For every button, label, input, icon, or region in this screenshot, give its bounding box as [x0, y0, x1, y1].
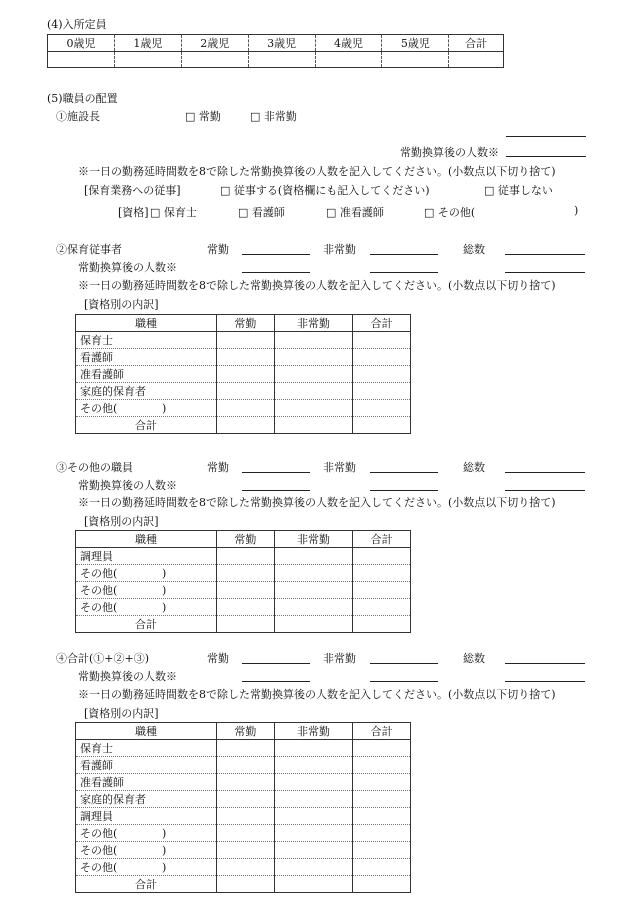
cell[interactable]	[353, 740, 411, 757]
total-label: 総数	[463, 243, 485, 256]
cell[interactable]	[274, 332, 352, 349]
cell[interactable]	[217, 616, 275, 633]
cell[interactable]	[217, 400, 275, 417]
cell[interactable]	[353, 332, 411, 349]
other-table	[75, 530, 411, 633]
cell[interactable]	[353, 582, 411, 599]
nursery-part-field[interactable]	[370, 254, 438, 255]
cell[interactable]	[353, 599, 411, 616]
sum-table	[75, 722, 411, 893]
cell[interactable]	[217, 757, 275, 774]
other-full-field[interactable]	[242, 472, 310, 473]
checkbox-icon[interactable]: □	[250, 110, 261, 123]
cell[interactable]	[274, 876, 352, 893]
part-label: 非常勤	[323, 243, 356, 256]
row-label: 調理員	[76, 548, 217, 565]
cell[interactable]	[274, 383, 352, 400]
cell[interactable]	[353, 774, 411, 791]
row-label: 家庭的保育者	[76, 383, 217, 400]
col-header: 常勤	[217, 531, 275, 548]
option-label: 保育士	[163, 206, 197, 219]
checkbox-icon[interactable]: □	[150, 206, 161, 219]
cell[interactable]	[353, 791, 411, 808]
other-label: ③その他の職員	[56, 461, 133, 474]
col-header: 非常勤	[274, 315, 352, 332]
sum-full-field[interactable]	[242, 663, 310, 664]
cell[interactable]	[217, 740, 275, 757]
staff-heading: (5)職員の配置	[47, 92, 118, 105]
col-header: 常勤	[217, 723, 275, 740]
part-label: 非常勤	[323, 461, 356, 474]
cell[interactable]	[274, 417, 352, 434]
cell[interactable]	[274, 366, 352, 383]
part-label: 非常勤	[323, 652, 356, 665]
cell[interactable]	[217, 876, 275, 893]
cell[interactable]	[353, 417, 411, 434]
col-header: 常勤	[217, 315, 275, 332]
cell[interactable]	[217, 791, 275, 808]
row-label: 准看護師	[76, 366, 217, 383]
cell[interactable]	[274, 400, 352, 417]
cell[interactable]	[353, 349, 411, 366]
breakdown-label: [資格別の内訳]	[84, 707, 159, 720]
cell[interactable]	[353, 757, 411, 774]
col-header: 合計	[353, 315, 411, 332]
cell[interactable]	[353, 565, 411, 582]
breakdown-label: [資格別の内訳]	[84, 515, 159, 528]
cell[interactable]	[353, 400, 411, 417]
converted-label: 常勤換算後の人数※	[78, 261, 177, 274]
director-note: ※一日の勤務延時間数を8で除した常勤換算後の人数を記入してください。(小数点以下切り捨て)	[78, 165, 556, 178]
cell[interactable]	[217, 825, 275, 842]
capacity-cell[interactable]	[449, 52, 504, 68]
nursery-total-field[interactable]	[505, 254, 585, 255]
cell[interactable]	[217, 565, 275, 582]
qual-other-option[interactable]	[424, 204, 475, 220]
full-label: 常勤	[207, 243, 229, 256]
nursery-conv-part[interactable]	[370, 272, 438, 273]
cell[interactable]	[217, 842, 275, 859]
cell[interactable]	[274, 842, 352, 859]
cell[interactable]	[274, 740, 352, 757]
cell[interactable]	[217, 548, 275, 565]
row-label: その他( )	[76, 842, 217, 859]
sum-note: ※一日の勤務延時間数を8で除した常勤換算後の人数を記入してください。(小数点以下切り捨て)	[78, 688, 556, 701]
cell[interactable]	[274, 859, 352, 876]
row-label: 保育士	[76, 740, 217, 757]
col-header: 職種	[76, 531, 217, 548]
row-label: その他( )	[76, 400, 217, 417]
age-header: 3歳児	[248, 35, 315, 52]
nursery-conv-total[interactable]	[505, 272, 585, 273]
cell[interactable]	[274, 757, 352, 774]
checkbox-icon[interactable]: □	[220, 184, 231, 197]
nursery-full-field[interactable]	[242, 254, 310, 255]
sum-conv-part[interactable]	[370, 681, 438, 682]
capacity-heading: (4)入所定員	[47, 18, 107, 31]
age-header: 2歳児	[181, 35, 248, 52]
row-label: その他( )	[76, 599, 217, 616]
cell[interactable]	[274, 774, 352, 791]
row-label: 看護師	[76, 349, 217, 366]
other-note: ※一日の勤務延時間数を8で除した常勤換算後の人数を記入してください。(小数点以下切り捨て)	[78, 496, 556, 509]
qual-other-close: )	[574, 204, 579, 217]
other-conv-full[interactable]	[242, 490, 310, 491]
converted-label: 常勤換算後の人数※	[78, 670, 177, 683]
option-label: 准看護師	[339, 206, 384, 219]
cell[interactable]	[353, 616, 411, 633]
sum-total-field[interactable]	[505, 663, 585, 664]
capacity-cell[interactable]	[181, 52, 248, 68]
age-header: 5歳児	[382, 35, 449, 52]
checkbox-icon[interactable]: □	[424, 206, 435, 219]
cell[interactable]	[353, 859, 411, 876]
total-row-label: 合計	[76, 876, 217, 893]
other-total-field[interactable]	[505, 472, 585, 473]
director-fulltime-option[interactable]	[185, 108, 221, 124]
col-header: 非常勤	[274, 723, 352, 740]
cell[interactable]	[274, 565, 352, 582]
row-label: 保育士	[76, 332, 217, 349]
age-header: 合計	[449, 35, 504, 52]
qual-assoc-nurse-option[interactable]	[326, 204, 384, 220]
cell[interactable]	[274, 791, 352, 808]
director-parttime-option[interactable]	[250, 108, 297, 124]
duty-yes-option[interactable]	[220, 182, 430, 198]
cell[interactable]	[353, 808, 411, 825]
total-row-label: 合計	[76, 616, 217, 633]
cell[interactable]	[217, 417, 275, 434]
cell[interactable]	[274, 616, 352, 633]
capacity-cell[interactable]	[315, 52, 382, 68]
duty-no-option[interactable]	[484, 182, 553, 198]
col-header: 合計	[353, 723, 411, 740]
total-row-label: 合計	[76, 417, 217, 434]
option-label: 従事する(資格欄にも記入してください)	[233, 184, 430, 197]
row-label: その他( )	[76, 565, 217, 582]
row-label: その他( )	[76, 859, 217, 876]
full-label: 常勤	[207, 461, 229, 474]
checkbox-icon[interactable]: □	[238, 206, 249, 219]
cell[interactable]	[217, 332, 275, 349]
cell[interactable]	[274, 808, 352, 825]
capacity-cell[interactable]	[114, 52, 181, 68]
row-label: 看護師	[76, 757, 217, 774]
option-label: その他(	[437, 206, 476, 219]
total-label: 総数	[463, 461, 485, 474]
cell[interactable]	[217, 366, 275, 383]
cell[interactable]	[217, 859, 275, 876]
row-label: その他( )	[76, 582, 217, 599]
age-header: 1歳児	[114, 35, 181, 52]
option-label: 常勤	[198, 110, 221, 123]
cell[interactable]	[217, 349, 275, 366]
other-conv-part[interactable]	[370, 490, 438, 491]
age-header: 4歳児	[315, 35, 382, 52]
breakdown-label: [資格別の内訳]	[84, 298, 159, 311]
qual-nurse-option[interactable]	[238, 204, 285, 220]
capacity-cell[interactable]	[248, 52, 315, 68]
director-converted-field[interactable]	[506, 156, 586, 157]
total-label: 総数	[463, 652, 485, 665]
cell[interactable]	[353, 876, 411, 893]
converted-label: 常勤換算後の人数※	[78, 479, 177, 492]
row-label: その他( )	[76, 825, 217, 842]
cell[interactable]	[217, 808, 275, 825]
row-label: 准看護師	[76, 774, 217, 791]
nursery-note: ※一日の勤務延時間数を8で除した常勤換算後の人数を記入してください。(小数点以下切り捨て)	[78, 279, 556, 292]
duty-label: [保育業務への従事]	[84, 184, 181, 197]
checkbox-icon[interactable]: □	[185, 110, 196, 123]
sum-conv-total[interactable]	[505, 681, 585, 682]
director-blank[interactable]	[506, 136, 586, 137]
option-label: 非常勤	[263, 110, 297, 123]
nursery-conv-full[interactable]	[242, 272, 310, 273]
option-label: 看護師	[251, 206, 285, 219]
capacity-cell[interactable]	[382, 52, 449, 68]
cell[interactable]	[353, 548, 411, 565]
cell[interactable]	[274, 599, 352, 616]
sum-conv-full[interactable]	[242, 681, 310, 682]
cell[interactable]	[217, 774, 275, 791]
cell[interactable]	[353, 383, 411, 400]
sum-label: ④合計(①+②+③)	[56, 652, 150, 665]
capacity-table	[47, 34, 504, 68]
col-header: 非常勤	[274, 531, 352, 548]
cell[interactable]	[353, 366, 411, 383]
checkbox-icon[interactable]: □	[326, 206, 337, 219]
nursery-table	[75, 314, 411, 434]
qual-nursery-option[interactable]	[150, 204, 197, 220]
cell[interactable]	[274, 349, 352, 366]
col-header: 職種	[76, 315, 217, 332]
sum-part-field[interactable]	[370, 663, 438, 664]
cell[interactable]	[274, 582, 352, 599]
row-label: 家庭的保育者	[76, 791, 217, 808]
cell[interactable]	[217, 599, 275, 616]
cell[interactable]	[217, 582, 275, 599]
capacity-cell[interactable]	[48, 52, 115, 68]
other-conv-total[interactable]	[505, 490, 585, 491]
cell[interactable]	[353, 842, 411, 859]
other-part-field[interactable]	[370, 472, 438, 473]
director-converted-label: 常勤換算後の人数※	[400, 146, 499, 159]
full-label: 常勤	[207, 652, 229, 665]
cell[interactable]	[274, 825, 352, 842]
checkbox-icon[interactable]: □	[484, 184, 495, 197]
director-label: ①施設長	[56, 110, 100, 123]
qual-label: [資格]	[118, 206, 149, 219]
col-header: 職種	[76, 723, 217, 740]
age-header: 0歳児	[48, 35, 115, 52]
col-header: 合計	[353, 531, 411, 548]
cell[interactable]	[353, 825, 411, 842]
cell[interactable]	[274, 548, 352, 565]
nursery-label: ②保育従事者	[56, 243, 122, 256]
option-label: 従事しない	[497, 184, 553, 197]
cell[interactable]	[217, 383, 275, 400]
row-label: 調理員	[76, 808, 217, 825]
